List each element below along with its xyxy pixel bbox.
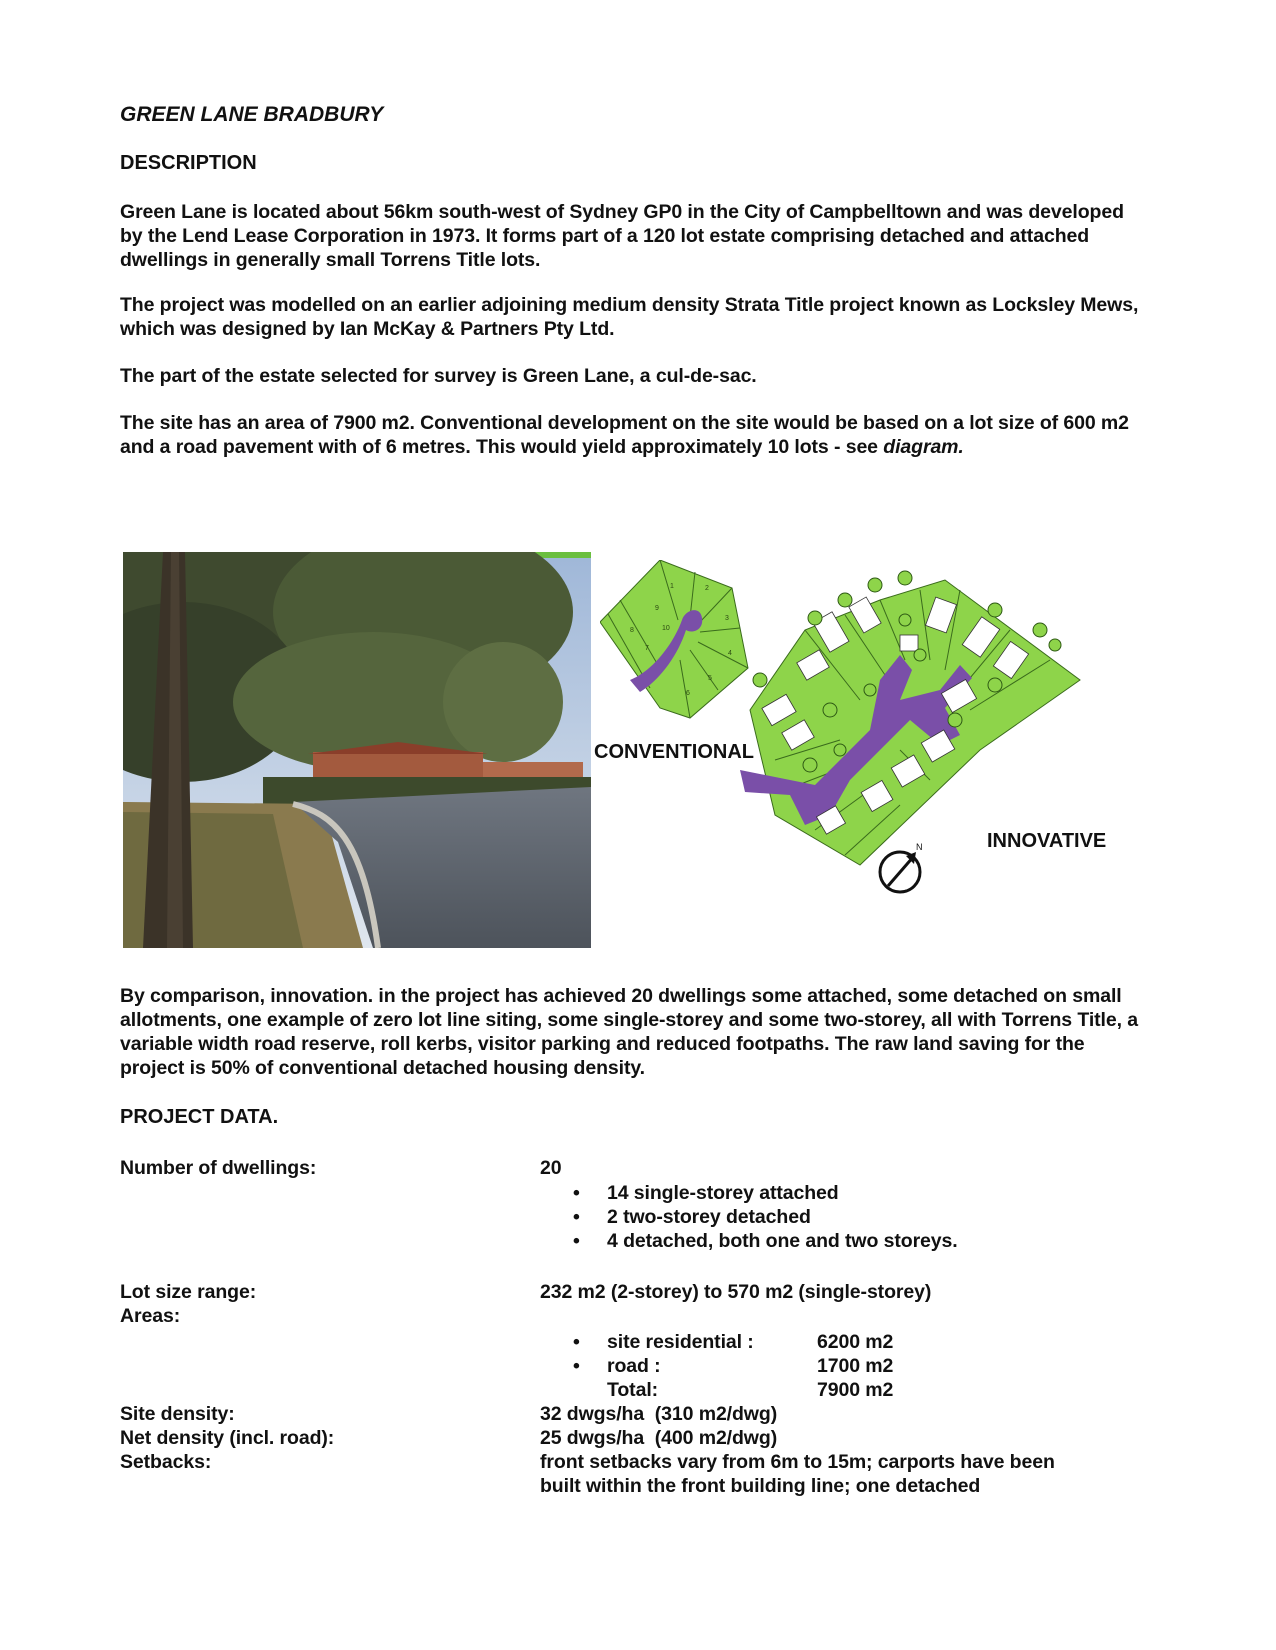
lot-number: 7 — [645, 645, 649, 652]
paragraph-location: Green Lane is located about 56km south-west of Sydney GP0 in the City of Campbelltown and was developed by the Lend Lease Corporation in 1973. It forms part of a 120 lot estate comprising detached and attached dwellings in generally small Torrens Title lots. — [120, 201, 1124, 271]
street-photo-illustration — [123, 552, 591, 948]
lot-number: 3 — [725, 615, 729, 622]
area-name: • road : — [607, 1355, 661, 1377]
setbacks-value: front setbacks vary from 6m to 15m; carports have been built within the front building line; one detached — [540, 1451, 1055, 1497]
net-density-label: Net density (incl. road): — [120, 1427, 335, 1449]
list-item: • 4 detached, both one and two storeys. — [573, 1229, 958, 1253]
lot-number: 5 — [708, 675, 712, 682]
site-density-label: Site density: — [120, 1403, 235, 1425]
area-name: • site residential : — [607, 1331, 754, 1353]
list-item: • 2 two-storey detached — [573, 1205, 958, 1229]
dwellings-value: 20 — [540, 1157, 562, 1179]
lot-number: 6 — [686, 690, 690, 697]
areas-total-label: Total: — [607, 1379, 659, 1401]
project-data-heading: PROJECT DATA. — [120, 1106, 279, 1128]
list-item — [573, 1354, 893, 1378]
lot-number: 10 — [662, 625, 670, 632]
site-area-text: The site has an area of 7900 m2. Conventional development on the site would be based on a lot size of 600 m2 and a road pavement with of 6 metres. This would yield approximately 10 lots - see — [120, 412, 1129, 458]
north-label: N — [916, 842, 923, 852]
page-title: GREEN LANE BRADBURY — [120, 103, 384, 126]
description-heading: DESCRIPTION — [120, 152, 257, 174]
dwellings-list — [573, 1181, 958, 1253]
paragraph-site-area — [120, 411, 1140, 459]
lot-number: 8 — [630, 627, 634, 634]
areas-total-value: 7900 m2 — [817, 1379, 894, 1401]
list-item — [573, 1330, 893, 1354]
areas-label: Areas: — [120, 1305, 181, 1327]
areas-list — [573, 1330, 893, 1378]
areas-total — [607, 1378, 907, 1402]
paragraph-survey: The part of the estate selected for survey is Green Lane, a cul-de-sac. — [120, 365, 757, 387]
lot-number: 9 — [655, 605, 659, 612]
dwellings-label: Number of dwellings: — [120, 1157, 317, 1179]
site-density-value: 32 dwgs/ha (310 m2/dwg) — [540, 1403, 778, 1425]
setbacks-label: Setbacks: — [120, 1451, 212, 1473]
label-conventional: CONVENTIONAL — [594, 741, 754, 763]
diagram-reference: diagram. — [883, 436, 964, 458]
lot-number: 1 — [670, 583, 674, 590]
list-item: • 14 single-storey attached — [573, 1181, 958, 1205]
lot-number: 2 — [705, 585, 709, 592]
area-value: 1700 m2 — [817, 1355, 894, 1377]
label-innovative: INNOVATIVE — [987, 830, 1107, 852]
lot-size-label: Lot size range: — [120, 1281, 257, 1303]
conventional-plan — [600, 560, 748, 718]
comparison-paragraph: By comparison, innovation. in the project has achieved 20 dwellings some attached, some detached on small allotments, one example of zero lot line siting, some single-storey and some two-storey, all with Torrens Title, a variable width road reserve, roll kerbs, visitor parking and reduced footpaths. The raw land saving for the project is 50% of conventional detached housing density. — [120, 985, 1138, 1079]
north-arrow — [880, 842, 923, 892]
lot-size-value: 232 m2 (2-storey) to 570 m2 (single-storey) — [540, 1281, 932, 1303]
area-value: 6200 m2 — [817, 1331, 894, 1353]
net-density-value: 25 dwgs/ha (400 m2/dwg) — [540, 1427, 778, 1449]
paragraph-model: The project was modelled on an earlier adjoining medium density Strata Title project known as Locksley Mews, which was designed by Ian McKay & Partners Pty Ltd. — [120, 294, 1139, 340]
lot-number: 4 — [728, 650, 732, 657]
street-photo — [123, 552, 591, 948]
